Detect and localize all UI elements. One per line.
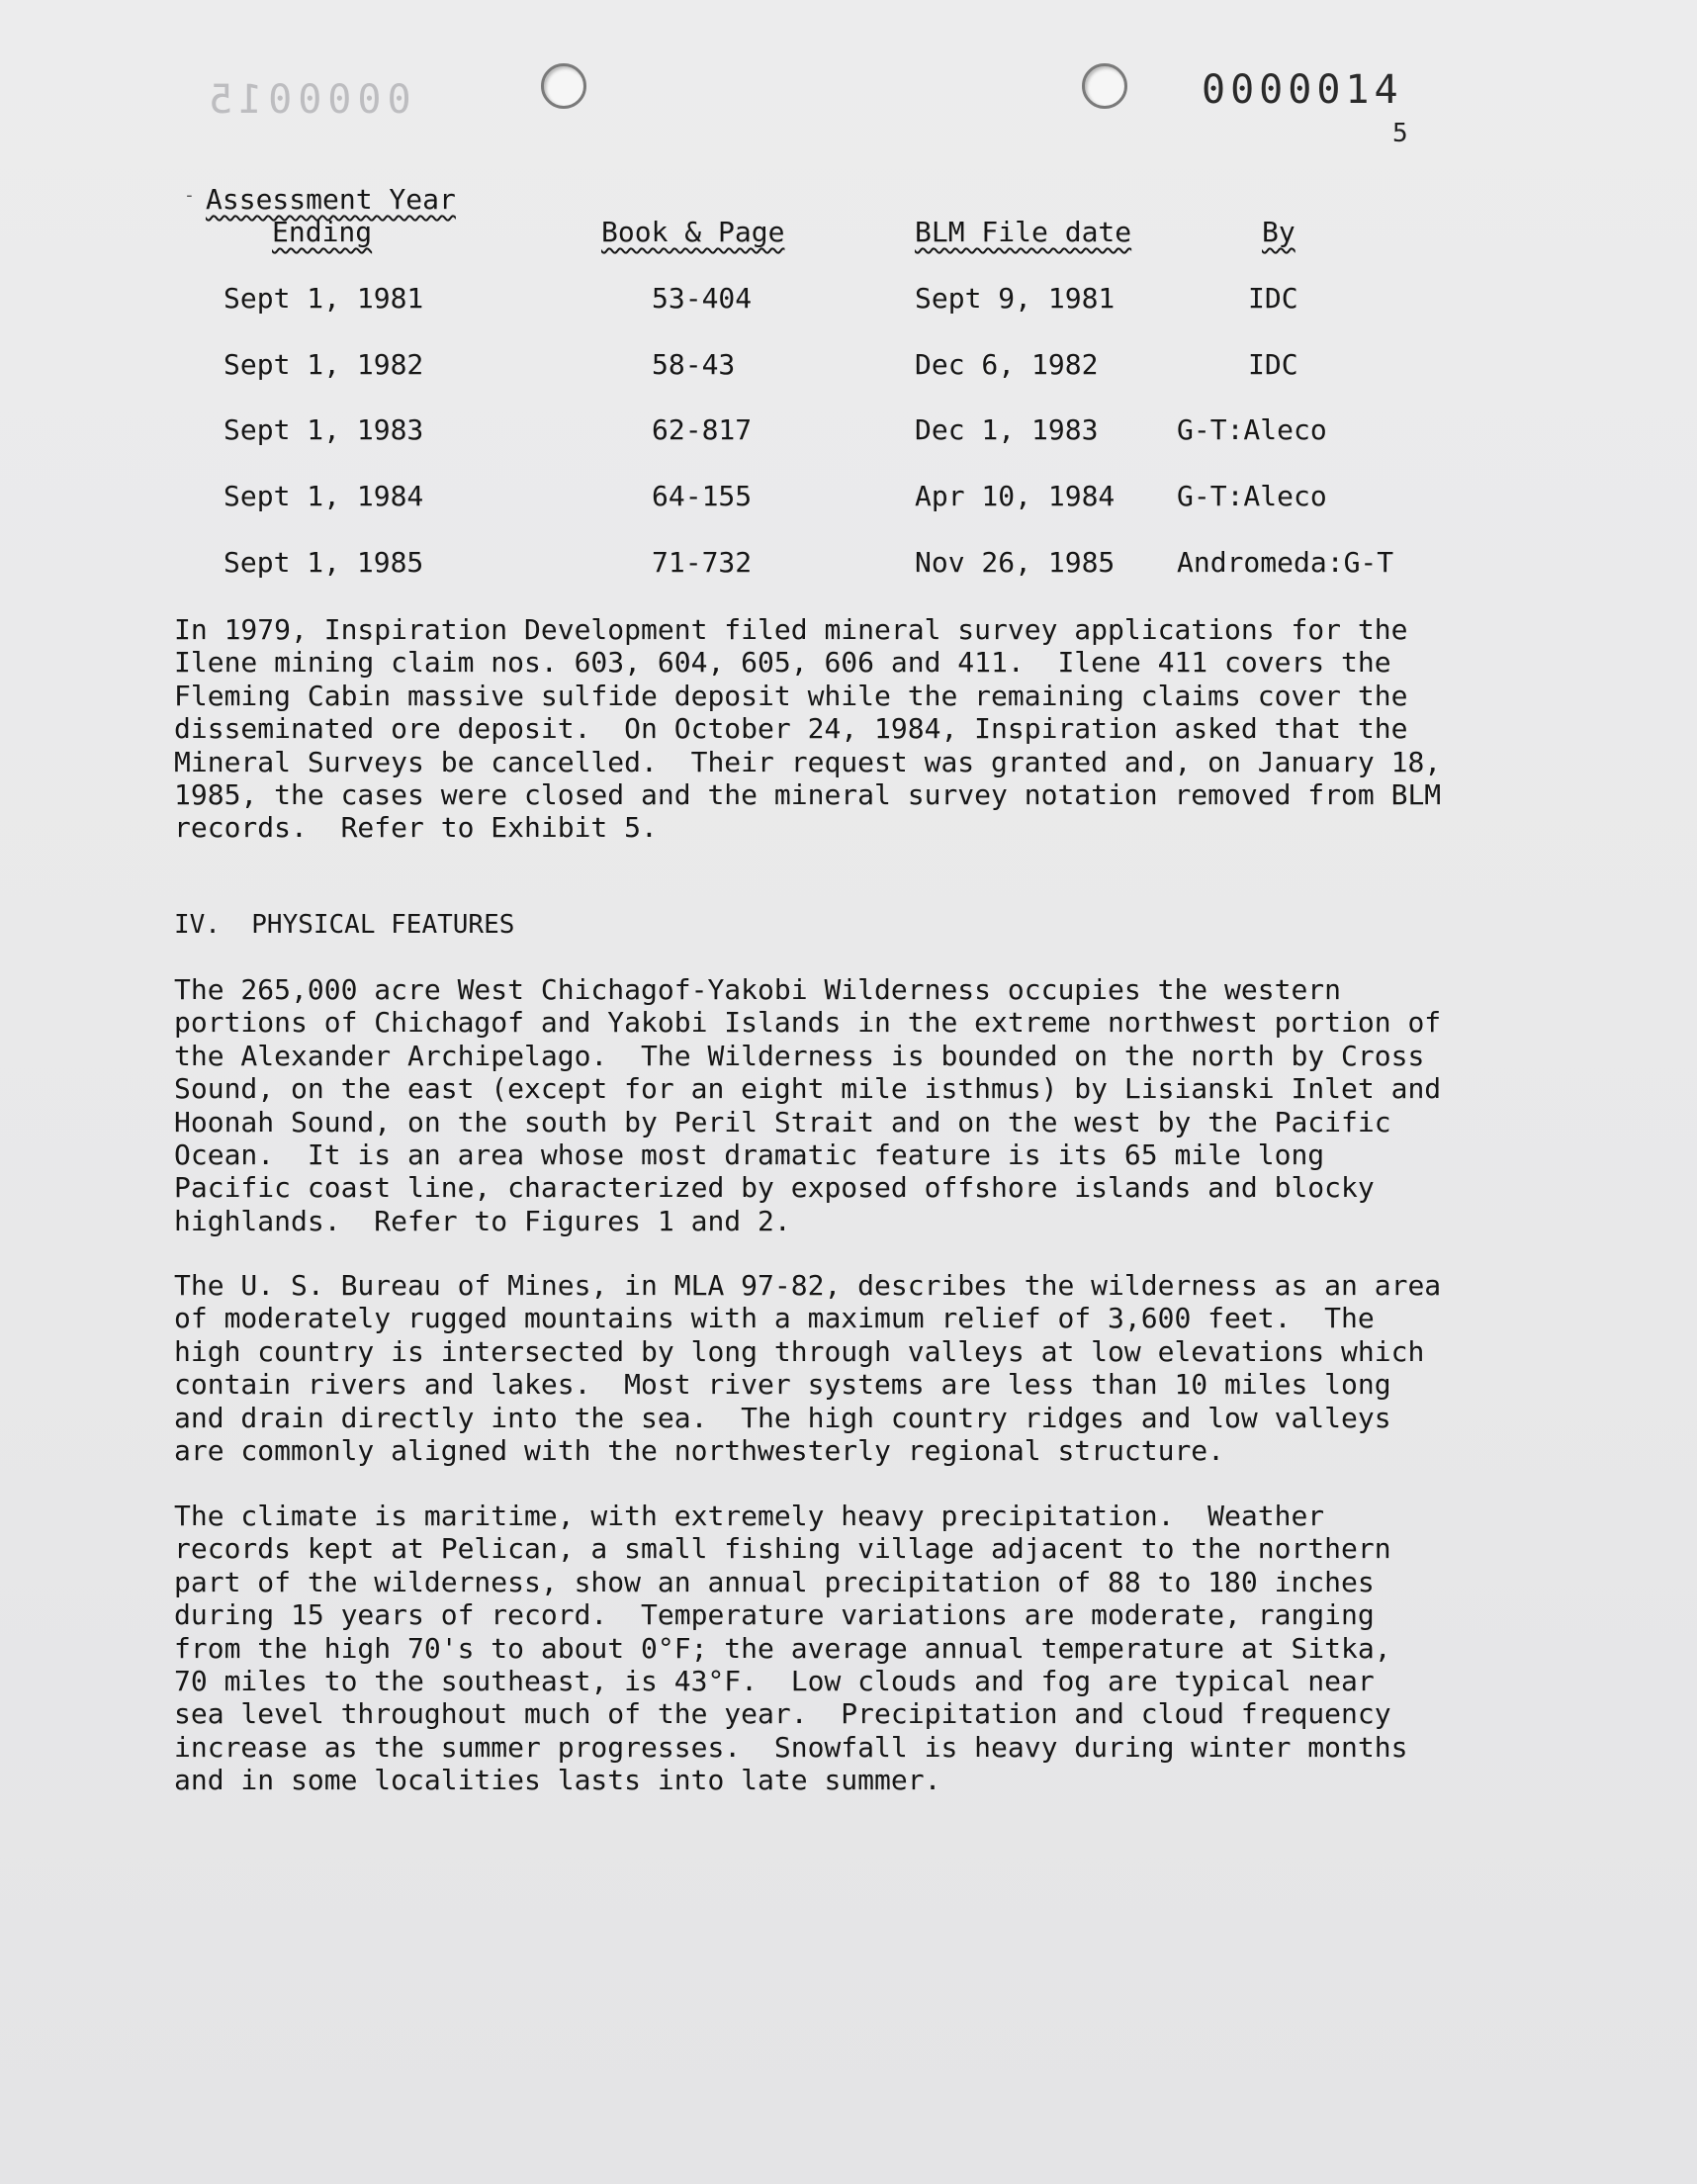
cell-book-page: 62-817	[652, 413, 753, 446]
cell-book-page: 53-404	[652, 282, 753, 315]
cell-year: Sept 1, 1982	[223, 348, 424, 381]
paragraph-wilderness: The 265,000 acre West Chichagof-Yakobi Wilderness occupies the western portions of Chichagof and Yakobi Islands in the extreme northwest portion of the Alexander Archipelago. The Wilderness is bounded on the north by Cross Sound, on the east (except for an eight mile isthmus) by Lisianski Inlet and Hoonah Sound, on the south by Peril Strait and on the west by the Pacific Ocean. It is an area whose most dramatic feature is its 65 mile long Pacific coast line, characterized by exposed offshore islands and blocky highlands. Refer to Figures 1 and 2.	[174, 973, 1442, 1237]
bates-number: 0000014	[1202, 67, 1403, 113]
page-number: 5	[1392, 119, 1408, 148]
cell-blm-date: Sept 9, 1981	[915, 282, 1116, 315]
cell-blm-date: Dec 1, 1983	[915, 413, 1099, 446]
punch-hole-left	[541, 63, 586, 109]
cell-book-page: 64-155	[652, 480, 753, 512]
cell-blm-date: Dec 6, 1982	[915, 348, 1099, 381]
header-by: By	[1262, 216, 1295, 248]
cell-year: Sept 1, 1985	[223, 546, 424, 579]
header-assessment-year: Assessment Year	[206, 183, 456, 216]
margin-mark: -	[184, 185, 195, 206]
cell-book-page: 58-43	[652, 348, 736, 381]
paragraph-mineral-surveys: In 1979, Inspiration Development filed mineral survey applications for the Ilene mining claim nos. 603, 604, 605, 606 and 411. Ilene 411 covers the Fleming Cabin massive sulfide deposit while the remaining claims cover the disseminated ore deposit. On October 24, 1984, Inspiration asked that the Mineral Surveys be cancelled. Their request was granted and, on January 18, 1985, the cases were closed and the mineral survey notation removed from BLM records. Refer to Exhibit 5.	[174, 613, 1442, 845]
bates-number-bleedthrough: 0000015	[203, 77, 411, 123]
cell-by: IDC	[1248, 282, 1298, 315]
header-book-page: Book & Page	[601, 216, 785, 248]
paragraph-bureau-of-mines: The U. S. Bureau of Mines, in MLA 97-82, describes the wilderness as an area of moderately rugged mountains with a maximum relief of 3,600 feet. The high country is intersected by long through valleys at low elevations which contain rivers and lakes. Most river systems are less than 10 miles long and drain directly into the sea. The high country ridges and low valleys are commonly aligned with the northwesterly regional structure.	[174, 1269, 1442, 1468]
section-heading: IV. PHYSICAL FEATURES	[174, 910, 515, 940]
cell-by: G-T:Aleco	[1177, 413, 1327, 446]
paragraph-climate: The climate is maritime, with extremely heavy precipitation. Weather records kept at Pelican, a small fishing village adjacent to the northern part of the wilderness, show an annual precipitation of 88 to 180 inches during 15 years of record. Temperature variations are moderate, ranging from the high 70's to about 0°F; the average annual temperature at Sitka, 70 miles to the southeast, is 43°F. Low clouds and fog are typical near sea level throughout much of the year. Precipitation and cloud frequency increase as the summer progresses. Snowfall is heavy during winter months and in some localities lasts into late summer.	[174, 1500, 1408, 1797]
cell-blm-date: Nov 26, 1985	[915, 546, 1116, 579]
header-blm-file-date: BLM File date	[915, 216, 1132, 248]
punch-hole-right	[1082, 63, 1127, 109]
cell-book-page: 71-732	[652, 546, 753, 579]
cell-year: Sept 1, 1983	[223, 413, 424, 446]
cell-blm-date: Apr 10, 1984	[915, 480, 1116, 512]
cell-by: IDC	[1248, 348, 1298, 381]
cell-by: G-T:Aleco	[1177, 480, 1327, 512]
cell-by: Andromeda:G-T	[1177, 546, 1394, 579]
header-ending: Ending	[272, 216, 373, 248]
cell-year: Sept 1, 1981	[223, 282, 424, 315]
cell-year: Sept 1, 1984	[223, 480, 424, 512]
